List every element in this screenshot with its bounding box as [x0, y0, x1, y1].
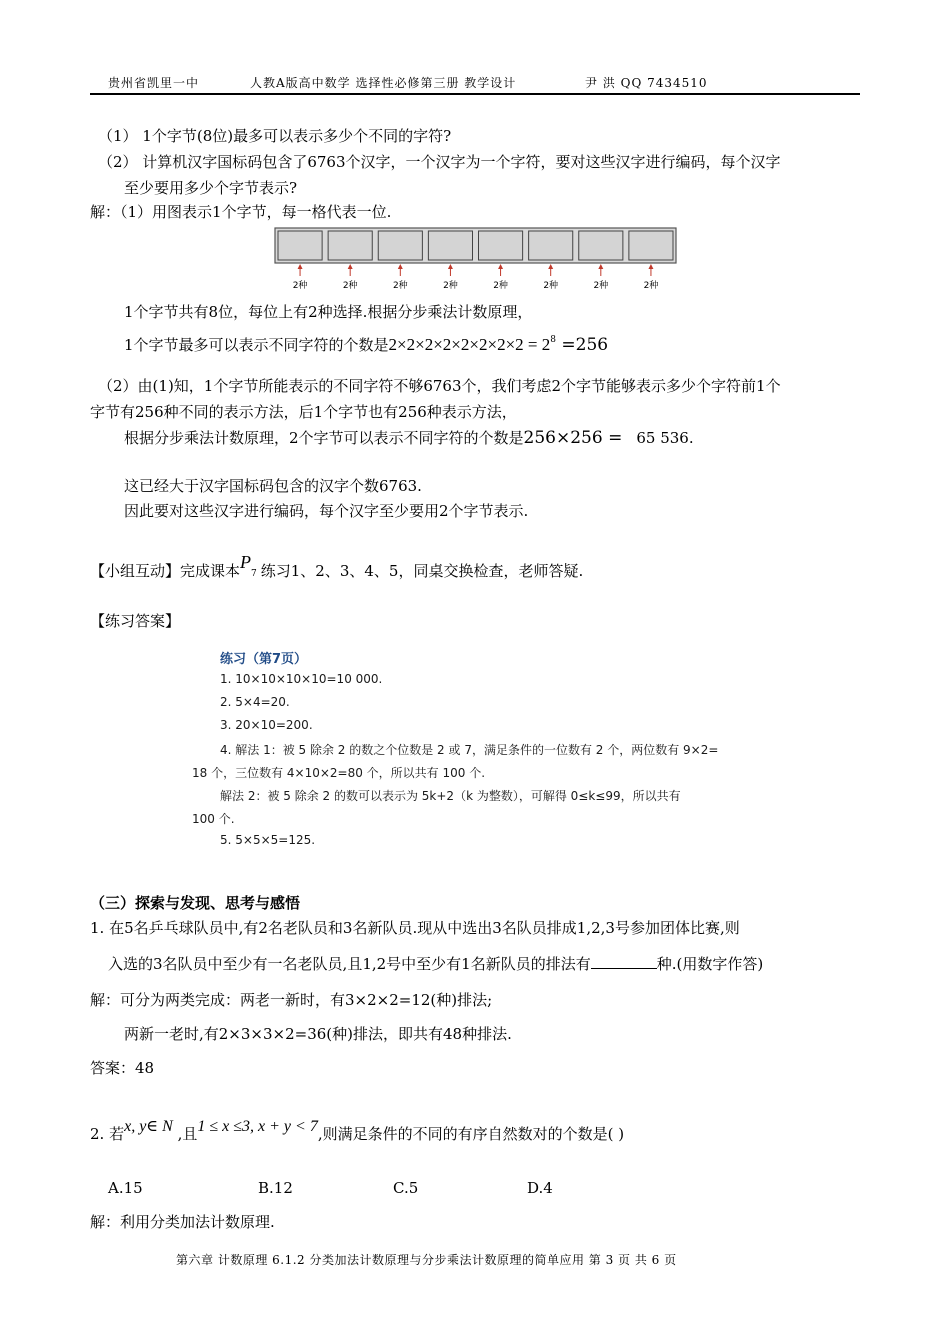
byte-cell: [278, 231, 322, 260]
byte-cell: [479, 231, 523, 260]
bit-label: 2种: [392, 281, 408, 291]
problem-2-a: 2. 若: [90, 1125, 125, 1143]
practice-line-5: 18 个，三位数有 4×10×2=80 个，所以共有 100 个.: [192, 766, 486, 780]
problem-2-math-2: 1 ≤ x ≤3, x + y < 7: [197, 1118, 318, 1135]
bit-arrow-head: [298, 264, 303, 269]
bit-label: 2种: [543, 281, 559, 291]
bit-label: 2种: [342, 281, 358, 291]
bit-arrow-head: [448, 264, 453, 269]
practice-label: 【练习答案】: [90, 612, 181, 630]
footer-text: 第六章 计数原理 6.1.2 分类加法计数原理与分步乘法计数原理的简单应用 第 3 页 共 6 页: [176, 1253, 677, 1267]
problem-1-line1: 1. 在5名乒乓球队员中,有2名老队员和3名新队员.现从中选出3名队员排成1,2,3号参加团体比赛,则: [90, 919, 740, 937]
problem-1-solution-2: 两新一老时,有2×3×3×2=36(种)排法，即共有48种排法.: [124, 1025, 512, 1043]
practice-line-7: 100 个.: [192, 812, 235, 826]
bit-label: 2种: [643, 281, 659, 291]
header-school: 贵州省凯里一中: [108, 76, 200, 90]
problem-2-b: ,且: [172, 1125, 198, 1143]
practice-line-6: 解法 2：被 5 除余 2 的数可以表示为 5k+2（k 为整数），可解得 0≤k≤99，所以共有: [220, 789, 681, 803]
option-c: C.5: [393, 1179, 419, 1197]
answer-blank: [591, 954, 657, 969]
question-2: （2） 计算机汉字国标码包含了6763个汉字，一个汉字为一个字符，要对这些汉字进行编码，每个汉字: [98, 153, 781, 171]
section-3-title: （三）探索与发现、思考与感悟: [90, 894, 301, 912]
bit-label: 2种: [593, 281, 609, 291]
solution-1-formula: 2×2×2×2×2×2×2×2 = 2: [388, 335, 551, 354]
problem-2-c: ,则满足条件的不同的有序自然数对的个数是( ): [317, 1125, 625, 1143]
solution-2-line3: [124, 428, 694, 448]
question-1: （1） 1个字节(8位)最多可以表示多少个不同的字符?: [98, 127, 452, 145]
group-p-sub: 7: [251, 569, 257, 579]
solution-1-result: =256: [555, 335, 609, 355]
header-rule: [90, 93, 860, 95]
problem-2: [90, 1118, 625, 1145]
solution-2-line5: 因此要对这些汉字进行编码，每个汉字至少要用2个字节表示.: [124, 502, 529, 520]
solution-2-line3-text: 根据分步乘法计数原理，2个字节可以表示不同字符的个数是: [124, 429, 524, 447]
solution-2-line4: 这已经大于汉字国标码包含的汉字个数6763.: [124, 477, 422, 495]
problem-1-solution-1: 解：可分为两类完成：两老一新时，有3×2×2=12(种)排法;: [90, 991, 493, 1009]
practice-title: 练习（第7页）: [220, 652, 308, 667]
byte-cell: [328, 231, 372, 260]
bit-arrow-head: [648, 264, 653, 269]
solution-1-exponent: 8: [550, 335, 556, 345]
problem-1-line2-b: 种.(用数字作答): [656, 955, 764, 973]
solution-2-line1: （2）由(1)知，1个字节所能表示的不同字符不够6763个，我们考虑2个字节能够表示多少个字符前1个: [98, 377, 781, 395]
bit-arrow-head: [498, 264, 503, 269]
solution-1-line1: 1个字节共有8位，每位上有2种选择.根据分步乘法计数原理，: [124, 303, 533, 321]
solution-1-line2-text: 1个字节最多可以表示不同字符的个数是: [124, 336, 389, 354]
byte-cell: [428, 231, 472, 260]
bit-label: 2种: [443, 281, 458, 291]
practice-line-3: 3. 20×10=200.: [220, 718, 313, 732]
practice-line-8: 5. 5×5×5=125.: [220, 833, 316, 847]
solution-2-formula: 256×256 =: [523, 428, 623, 448]
practice-answer-image: [190, 638, 770, 858]
problem-1-answer: 答案：48: [90, 1059, 155, 1077]
bit-arrow-head: [348, 264, 353, 269]
practice-line-4: 4. 解法 1：被 5 除余 2 的数之个位数是 2 或 7，满足条件的一位数有 2 个，两位数有 9×2=: [220, 743, 719, 757]
option-a: A.15: [108, 1179, 143, 1197]
problem-1-line2: [108, 954, 763, 974]
byte-diagram: [274, 226, 678, 294]
solution-2-result: 65 536.: [636, 429, 694, 447]
bit-label: 2种: [493, 281, 508, 291]
problem-2-math-1: x, y∈ N: [124, 1118, 173, 1135]
solution-2-line2: 字节有256种不同的表示方法，后1个字节也有256种表示方法，: [90, 403, 517, 421]
question-2-cont: 至少要用多少个字节表示?: [124, 179, 298, 197]
byte-cell: [529, 231, 573, 260]
bit-arrow-head: [548, 264, 553, 269]
group-p: P: [240, 552, 252, 572]
byte-cell: [378, 231, 422, 260]
header-course: 人教A版高中数学 选择性必修第三册 教学设计: [250, 76, 517, 90]
practice-line-2: 2. 5×4=20.: [220, 695, 290, 709]
byte-cell: [629, 231, 673, 260]
problem-2-solution: 解：利用分类加法计数原理.: [90, 1213, 275, 1231]
group-prefix: 【小组互动】完成课本: [90, 562, 241, 580]
option-d: D.4: [527, 1179, 553, 1197]
header-author: 尹 洪 QQ 7434510: [585, 76, 708, 90]
solution-1-line2: [124, 332, 608, 355]
byte-cell: [579, 231, 623, 260]
bit-arrow-head: [398, 264, 403, 269]
group-suffix: 练习1、2、3、4、5，同桌交换检查，老师答疑.: [260, 562, 584, 580]
group-activity: [90, 552, 584, 588]
option-b: B.12: [258, 1179, 293, 1197]
problem-1-line2-a: 入选的3名队员中至少有一名老队员,且1,2号中至少有1名新队员的排法有: [108, 955, 591, 973]
solution-1-intro: 解：（1）用图表示1个字节，每一格代表一位.: [90, 203, 392, 221]
practice-line-1: 1. 10×10×10×10=10 000.: [220, 672, 383, 686]
bit-arrow-head: [598, 264, 603, 269]
bit-label: 2种: [292, 281, 308, 291]
